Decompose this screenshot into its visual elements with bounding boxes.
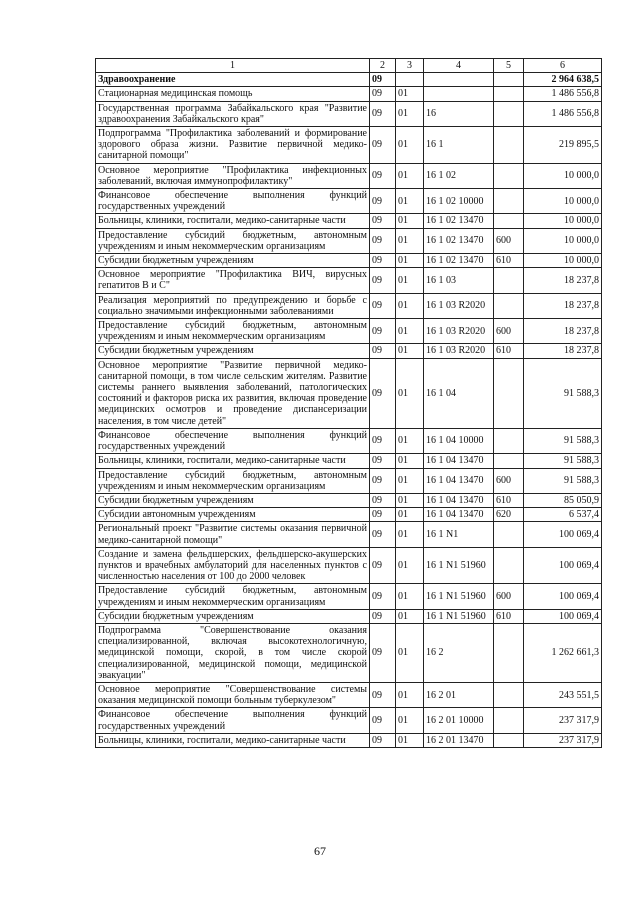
row-name-cell: Субсидии бюджетным учреждениям (96, 493, 370, 507)
amount-cell: 100 069,4 (524, 584, 602, 609)
target-item-code-cell: 16 (424, 101, 494, 126)
target-item-code-cell: 16 2 01 13470 (424, 733, 494, 747)
target-item-code-cell: 16 1 02 (424, 163, 494, 188)
expense-type-code-cell (494, 189, 524, 214)
section-code-cell: 09 (370, 682, 396, 707)
row-name-cell: Создание и замена фельдшерских, фельдшерско-акушерских пунктов и врачебных амбулаторий для населенных пунктов с численностью населения от 100 до 2000 человек (96, 547, 370, 584)
amount-cell: 237 317,9 (524, 708, 602, 733)
amount-cell: 91 588,3 (524, 468, 602, 493)
table-row (96, 214, 602, 228)
target-item-code-cell: 16 1 04 (424, 358, 494, 428)
amount-cell: 91 588,3 (524, 454, 602, 468)
section-code-cell: 09 (370, 358, 396, 428)
target-item-code-cell: 16 1 03 R2020 (424, 344, 494, 358)
amount-cell: 1 262 661,3 (524, 623, 602, 682)
row-name-cell: Финансовое обеспечение выполнения функций государственных учреждений (96, 189, 370, 214)
expense-type-code-cell: 600 (494, 468, 524, 493)
target-item-code-cell: 16 1 N1 51960 (424, 584, 494, 609)
row-name-cell: Региональный проект "Развитие системы оказания первичной медико-санитарной помощи" (96, 522, 370, 547)
table-row (96, 733, 602, 747)
target-item-code-cell: 16 1 04 13470 (424, 493, 494, 507)
section-code-cell: 09 (370, 87, 396, 101)
subsection-code-cell: 01 (396, 468, 424, 493)
section-code-cell: 09 (370, 454, 396, 468)
subsection-code-cell: 01 (396, 293, 424, 318)
target-item-code-cell: 16 2 (424, 623, 494, 682)
section-code-cell: 09 (370, 127, 396, 164)
expense-type-code-cell (494, 87, 524, 101)
subsection-code-cell: 01 (396, 733, 424, 747)
subsection-code-cell (396, 73, 424, 87)
expense-type-code-cell (494, 733, 524, 747)
table-row (96, 547, 602, 584)
target-item-code-cell: 16 1 N1 (424, 522, 494, 547)
amount-cell: 219 895,5 (524, 127, 602, 164)
row-name-cell: Субсидии автономным учреждениям (96, 508, 370, 522)
row-name-cell: Основное мероприятие "Профилактика ВИЧ, вирусных гепатитов В и С" (96, 268, 370, 293)
section-code-cell: 09 (370, 319, 396, 344)
header-cell: 2 (370, 59, 396, 73)
table-row (96, 493, 602, 507)
row-name-cell: Государственная программа Забайкальского края "Развитие здравоохранения Забайкальского края" (96, 101, 370, 126)
section-code-cell: 09 (370, 214, 396, 228)
target-item-code-cell: 16 1 04 10000 (424, 428, 494, 453)
target-item-code-cell: 16 1 02 13470 (424, 228, 494, 253)
subsection-code-cell: 01 (396, 127, 424, 164)
header-cell: 6 (524, 59, 602, 73)
subsection-code-cell: 01 (396, 609, 424, 623)
section-code-cell: 09 (370, 493, 396, 507)
table-row (96, 708, 602, 733)
expense-type-code-cell (494, 268, 524, 293)
subsection-code-cell: 01 (396, 493, 424, 507)
amount-cell: 6 537,4 (524, 508, 602, 522)
section-code-cell: 09 (370, 468, 396, 493)
header-cell: 3 (396, 59, 424, 73)
expense-type-code-cell: 600 (494, 319, 524, 344)
subsection-code-cell: 01 (396, 254, 424, 268)
row-name-cell: Основное мероприятие "Развитие первичной медико-санитарной помощи, в том числе сельским жителям. Развитие системы раннего выявления заболеваний, патологических состояний и факторов риска их развития, включая проведение медицинских осмотров и проведение диспансеризации населения, в том числе детей" (96, 358, 370, 428)
section-code-cell: 09 (370, 522, 396, 547)
amount-cell: 100 069,4 (524, 547, 602, 584)
section-code-cell: 09 (370, 344, 396, 358)
amount-cell: 100 069,4 (524, 609, 602, 623)
section-code-cell: 09 (370, 189, 396, 214)
section-code-cell: 09 (370, 293, 396, 318)
table-row (96, 127, 602, 164)
table-row (96, 609, 602, 623)
target-item-code-cell: 16 1 03 R2020 (424, 293, 494, 318)
subsection-code-cell: 01 (396, 708, 424, 733)
expense-type-code-cell: 600 (494, 584, 524, 609)
subsection-code-cell: 01 (396, 101, 424, 126)
expense-type-code-cell (494, 127, 524, 164)
table-row (96, 268, 602, 293)
expense-type-code-cell (494, 214, 524, 228)
amount-cell: 18 237,8 (524, 344, 602, 358)
budget-table (95, 58, 602, 748)
subsection-code-cell: 01 (396, 163, 424, 188)
target-item-code-cell: 16 2 01 (424, 682, 494, 707)
amount-cell: 18 237,8 (524, 293, 602, 318)
amount-cell: 10 000,0 (524, 214, 602, 228)
table-row (96, 508, 602, 522)
amount-cell: 91 588,3 (524, 358, 602, 428)
row-name-cell: Финансовое обеспечение выполнения функций государственных учреждений (96, 708, 370, 733)
row-name-cell: Здравоохранение (96, 73, 370, 87)
table-row (96, 584, 602, 609)
section-code-cell: 09 (370, 508, 396, 522)
target-item-code-cell: 16 1 03 (424, 268, 494, 293)
amount-cell: 91 588,3 (524, 428, 602, 453)
subsection-code-cell: 01 (396, 344, 424, 358)
subsection-code-cell: 01 (396, 623, 424, 682)
row-name-cell: Финансовое обеспечение выполнения функций государственных учреждений (96, 428, 370, 453)
target-item-code-cell: 16 1 (424, 127, 494, 164)
subsection-code-cell: 01 (396, 508, 424, 522)
row-name-cell: Предоставление субсидий бюджетным, автономным учреждениям и иным некоммерческим организациям (96, 468, 370, 493)
expense-type-code-cell (494, 682, 524, 707)
section-code-cell: 09 (370, 163, 396, 188)
expense-type-code-cell (494, 163, 524, 188)
expense-type-code-cell (494, 293, 524, 318)
subsection-code-cell: 01 (396, 358, 424, 428)
table-row (96, 254, 602, 268)
table-row (96, 189, 602, 214)
table-row (96, 73, 602, 87)
amount-cell: 1 486 556,8 (524, 87, 602, 101)
subsection-code-cell: 01 (396, 214, 424, 228)
section-code-cell: 09 (370, 428, 396, 453)
amount-cell: 10 000,0 (524, 189, 602, 214)
section-code-cell: 09 (370, 733, 396, 747)
row-name-cell: Основное мероприятие "Совершенствование системы оказания медицинской помощи больным туберкулезом" (96, 682, 370, 707)
table-row (96, 101, 602, 126)
target-item-code-cell: 16 1 04 13470 (424, 508, 494, 522)
section-code-cell: 09 (370, 228, 396, 253)
expense-type-code-cell (494, 101, 524, 126)
target-item-code-cell: 16 1 04 13470 (424, 454, 494, 468)
expense-type-code-cell (494, 708, 524, 733)
expense-type-code-cell: 610 (494, 254, 524, 268)
table-row (96, 87, 602, 101)
section-code-cell: 09 (370, 73, 396, 87)
row-name-cell: Стационарная медицинская помощь (96, 87, 370, 101)
target-item-code-cell: 16 1 N1 51960 (424, 609, 494, 623)
target-item-code-cell (424, 73, 494, 87)
row-name-cell: Субсидии бюджетным учреждениям (96, 609, 370, 623)
amount-cell: 18 237,8 (524, 319, 602, 344)
header-cell: 4 (424, 59, 494, 73)
table-row (96, 319, 602, 344)
row-name-cell: Предоставление субсидий бюджетным, автономным учреждениям и иным некоммерческим организациям (96, 584, 370, 609)
row-name-cell: Подпрограмма "Профилактика заболеваний и формирование здорового образа жизни. Развитие первичной медико-санитарной помощи" (96, 127, 370, 164)
amount-cell: 2 964 638,5 (524, 73, 602, 87)
subsection-code-cell: 01 (396, 319, 424, 344)
expense-type-code-cell (494, 623, 524, 682)
row-name-cell: Подпрограмма "Совершенствование оказания специализированной, включая высокотехнологичную, медицинской помощи, скорой, в том числе скорой специализированной, медицинской помощи, медицинской эвакуации" (96, 623, 370, 682)
expense-type-code-cell: 610 (494, 344, 524, 358)
table-row (96, 468, 602, 493)
row-name-cell: Субсидии бюджетным учреждениям (96, 254, 370, 268)
expense-type-code-cell: 610 (494, 493, 524, 507)
table-row (96, 228, 602, 253)
section-code-cell: 09 (370, 708, 396, 733)
subsection-code-cell: 01 (396, 189, 424, 214)
row-name-cell: Реализация мероприятий по предупреждению и борьбе с социально значимыми инфекционными заболеваниями (96, 293, 370, 318)
row-name-cell: Предоставление субсидий бюджетным, автономным учреждениям и иным некоммерческим организациям (96, 319, 370, 344)
section-code-cell: 09 (370, 609, 396, 623)
amount-cell: 18 237,8 (524, 268, 602, 293)
target-item-code-cell: 16 1 02 10000 (424, 189, 494, 214)
row-name-cell: Больницы, клиники, госпитали, медико-санитарные части (96, 214, 370, 228)
subsection-code-cell: 01 (396, 228, 424, 253)
target-item-code-cell: 16 2 01 10000 (424, 708, 494, 733)
subsection-code-cell: 01 (396, 454, 424, 468)
table-row (96, 358, 602, 428)
table-row (96, 163, 602, 188)
header-cell: 1 (96, 59, 370, 73)
table-row (96, 623, 602, 682)
target-item-code-cell (424, 87, 494, 101)
section-code-cell: 09 (370, 268, 396, 293)
amount-cell: 243 551,5 (524, 682, 602, 707)
target-item-code-cell: 16 1 N1 51960 (424, 547, 494, 584)
amount-cell: 10 000,0 (524, 163, 602, 188)
expense-type-code-cell (494, 358, 524, 428)
row-name-cell: Больницы, клиники, госпитали, медико-санитарные части (96, 733, 370, 747)
row-name-cell: Предоставление субсидий бюджетным, автономным учреждениям и иным некоммерческим организациям (96, 228, 370, 253)
expense-type-code-cell: 600 (494, 228, 524, 253)
table-header-row (96, 59, 602, 73)
subsection-code-cell: 01 (396, 522, 424, 547)
row-name-cell: Больницы, клиники, госпитали, медико-санитарные части (96, 454, 370, 468)
expense-type-code-cell (494, 454, 524, 468)
amount-cell: 1 486 556,8 (524, 101, 602, 126)
subsection-code-cell: 01 (396, 87, 424, 101)
section-code-cell: 09 (370, 101, 396, 126)
section-code-cell: 09 (370, 584, 396, 609)
expense-type-code-cell (494, 547, 524, 584)
subsection-code-cell: 01 (396, 682, 424, 707)
table-row (96, 682, 602, 707)
target-item-code-cell: 16 1 04 13470 (424, 468, 494, 493)
expense-type-code-cell: 620 (494, 508, 524, 522)
expense-type-code-cell (494, 428, 524, 453)
page-number: 67 (314, 844, 326, 858)
section-code-cell: 09 (370, 623, 396, 682)
amount-cell: 237 317,9 (524, 733, 602, 747)
target-item-code-cell: 16 1 03 R2020 (424, 319, 494, 344)
budget-table-body (96, 59, 602, 748)
subsection-code-cell: 01 (396, 584, 424, 609)
table-row (96, 428, 602, 453)
subsection-code-cell: 01 (396, 428, 424, 453)
table-row (96, 454, 602, 468)
amount-cell: 85 050,9 (524, 493, 602, 507)
amount-cell: 10 000,0 (524, 254, 602, 268)
table-row (96, 522, 602, 547)
target-item-code-cell: 16 1 02 13470 (424, 254, 494, 268)
amount-cell: 10 000,0 (524, 228, 602, 253)
header-cell: 5 (494, 59, 524, 73)
row-name-cell: Основное мероприятие "Профилактика инфекционных заболеваний, включая иммунопрофилактику" (96, 163, 370, 188)
expense-type-code-cell: 610 (494, 609, 524, 623)
table-row (96, 293, 602, 318)
row-name-cell: Субсидии бюджетным учреждениям (96, 344, 370, 358)
subsection-code-cell: 01 (396, 268, 424, 293)
section-code-cell: 09 (370, 254, 396, 268)
subsection-code-cell: 01 (396, 547, 424, 584)
expense-type-code-cell (494, 522, 524, 547)
section-code-cell: 09 (370, 547, 396, 584)
table-row (96, 344, 602, 358)
amount-cell: 100 069,4 (524, 522, 602, 547)
expense-type-code-cell (494, 73, 524, 87)
target-item-code-cell: 16 1 02 13470 (424, 214, 494, 228)
